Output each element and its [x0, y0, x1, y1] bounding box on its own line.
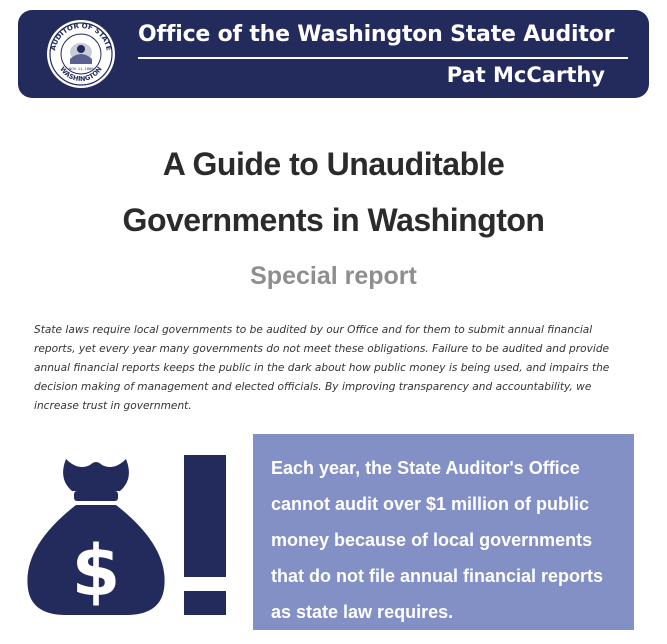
money-bag-icon: [22, 455, 170, 617]
svg-text:$: $: [71, 530, 121, 612]
key-finding-callout: [253, 434, 634, 630]
auditor-name: Pat McCarthy: [446, 63, 605, 87]
report-subtitle: Special report: [250, 262, 417, 290]
banner-divider: [138, 57, 628, 59]
report-intro: State laws require local governments to be audited by our Office and for them to submit annual financial reports, yet every year many governments do not meet these obligations. Failure to be audited and provide annual financial reports keeps the public in the dark about how public money is being used, and impairs the decision making of management and elected officials. By improving transparency and accountability, we increase trust in government.: [34, 324, 610, 412]
seal-bottom-text: WASHINGTON: [58, 65, 104, 84]
seal-date: NOV. 11, 1889: [68, 67, 94, 71]
report-title: A Guide to Unauditable Governments in Washington: [122, 146, 545, 238]
header-banner: [18, 10, 649, 98]
exclamation-icon: [184, 455, 226, 615]
office-title: Office of the Washington State Auditor: [138, 22, 615, 47]
seal-top-text: AUDITOR OF STATE: [49, 21, 113, 52]
callout-text: Each year, the State Auditor's Office cannot audit over $1 million of public money because of local governments that do not file annual financial reports as state law requires.: [271, 458, 604, 622]
state-auditor-seal: [46, 19, 116, 89]
